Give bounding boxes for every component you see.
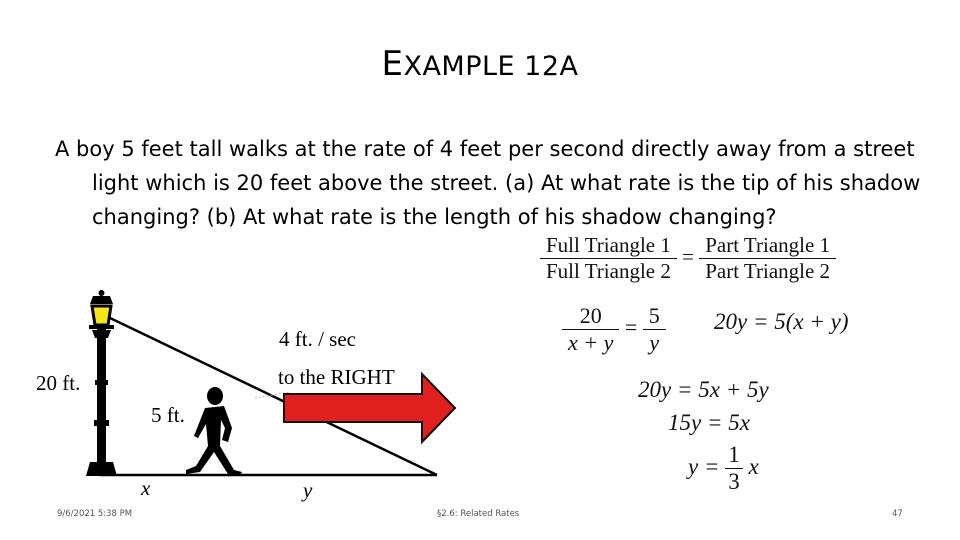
light-height-text: 20 ft. xyxy=(36,371,81,395)
sub-num-left: 20 xyxy=(562,303,619,330)
problem-text: A boy 5 feet tall walks at the rate of 4 feet per second directly away from a street light which is 20 feet above the street. (a) At what rate is the tip of his shadow changing? (b) At what rate is the length of his shadow changing? xyxy=(55,137,921,229)
simplified-equation: 15y = 5x xyxy=(668,410,750,435)
x-label: x xyxy=(141,476,151,500)
expanded-equation: 20y = 5x + 5y xyxy=(638,377,769,402)
title-suffix: A xyxy=(559,51,579,82)
title-first-letter: E xyxy=(381,44,404,84)
ratio-num-left: Full Triangle 1 xyxy=(540,233,677,259)
title-rest: XAMPLE 12 xyxy=(403,51,560,82)
footer-page-number: 47 xyxy=(892,509,903,519)
ratio-fraction-left xyxy=(540,233,677,284)
ratio-equals: = xyxy=(682,244,694,269)
ratio-den-right: Part Triangle 2 xyxy=(705,259,831,283)
final-lhs: y = xyxy=(688,453,720,479)
footer-date: 9/6/2021 5:38 PM xyxy=(57,509,133,519)
y-label: y xyxy=(303,478,313,502)
sub-fraction-left xyxy=(562,303,619,356)
substituted-equation xyxy=(562,303,666,356)
final-num: 1 xyxy=(725,442,743,469)
ratio-fraction-right xyxy=(699,233,836,284)
rate-line-1: 4 ft. / sec xyxy=(279,327,356,351)
final-fraction xyxy=(725,442,743,495)
final-den: 3 xyxy=(728,469,740,494)
direction-label xyxy=(278,365,395,390)
cross-multiply-equation: 20y = 5(x + y) xyxy=(714,309,849,334)
final-equation xyxy=(688,442,759,495)
walking-boy-icon xyxy=(186,387,242,476)
ratio-num-right: Part Triangle 1 xyxy=(699,233,836,259)
ratio-den-left: Full Triangle 2 xyxy=(546,259,671,283)
ratio-equation xyxy=(540,233,836,284)
footer-section: §2.6: Related Rates xyxy=(437,509,520,519)
rate-label xyxy=(279,327,356,352)
boy-height-text: 5 ft. xyxy=(151,403,185,427)
rate-line-2: to the RIGHT xyxy=(278,365,395,389)
sub-num-right: 5 xyxy=(643,303,666,330)
light-height-label xyxy=(36,371,80,396)
sub-den-left: x + y xyxy=(568,330,614,355)
sub-equals: = xyxy=(624,314,638,340)
sub-fraction-right xyxy=(643,303,666,356)
boy-height-label xyxy=(151,403,185,428)
final-var: x xyxy=(748,453,759,479)
sub-den-right: y xyxy=(649,330,660,355)
